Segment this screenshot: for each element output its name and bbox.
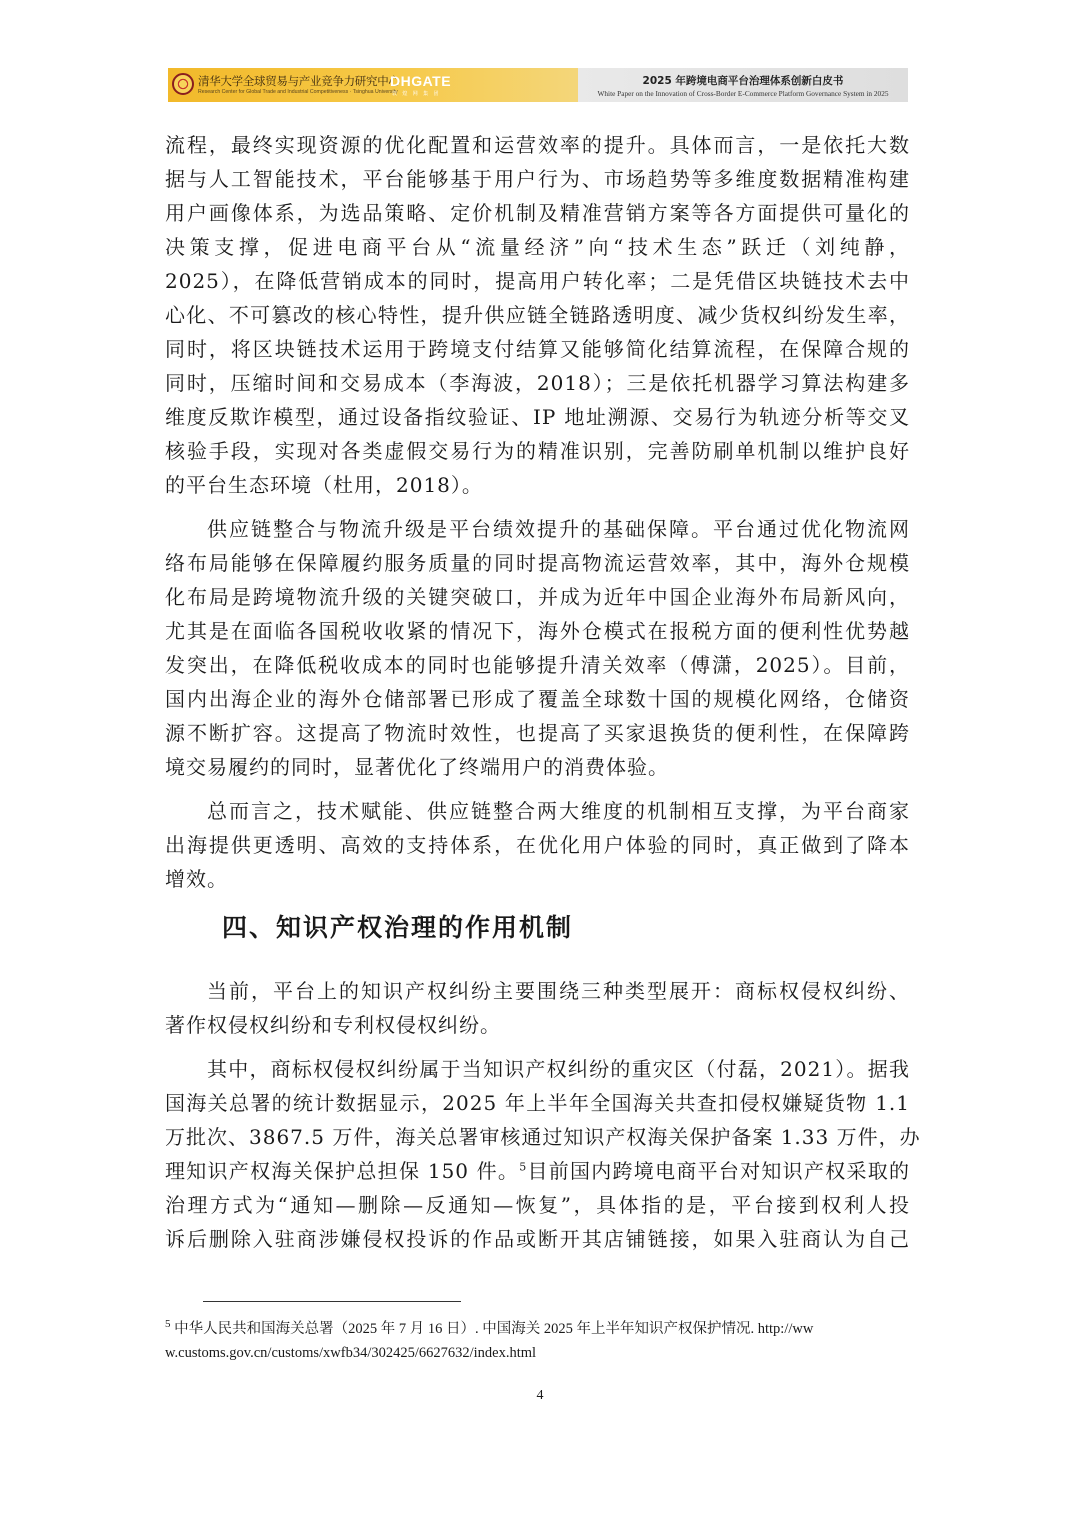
text-line: 增效。: [165, 867, 228, 891]
text-line: 维度反欺诈模型，通过设备指纹验证、IP 地址溯源、交易行为轨迹分析等交叉: [165, 405, 910, 429]
section-heading: 四、知识产权治理的作用机制: [222, 913, 574, 942]
text-line: 决策支撑，促进电商平台从“流量经济”向“技术生态”跃迁（刘纯静，: [165, 235, 910, 259]
text-line: 用户画像体系，为选品策略、定价机制及精准营销方案等各方面提供可量化的: [165, 201, 910, 225]
text-line: 源不断扩容。这提高了物流时效性，也提高了买家退换货的便利性，在保障跨: [165, 721, 910, 745]
dhgate-logo: DHGATE: [390, 73, 452, 89]
org-name-cn: 清华大学全球贸易与产业竞争力研究中心: [198, 74, 400, 88]
text-line: 络布局能够在保障履约服务质量的同时提高物流运营效率，其中，海外仓规模: [165, 551, 910, 575]
whitepaper-title-en: White Paper on the Innovation of Cross-Border E-Commerce Platform Governance System in 2025: [597, 89, 889, 98]
text-line: 发突出，在降低税收成本的同时也能够提升清关效率（傅潇，2025）。目前，: [165, 653, 910, 677]
header-left-band: [168, 68, 578, 102]
page-number: 4: [536, 1388, 544, 1403]
footnote-line-1: [165, 1317, 910, 1341]
text-line: 境交易履约的同时，显著优化了终端用户的消费体验。: [165, 755, 669, 779]
text-line: 流程，最终实现资源的优化配置和运营效率的提升。具体而言，一是依托大数: [165, 133, 910, 157]
text-line: 国内出海企业的海外仓储部署已形成了覆盖全球数十国的规模化网络，仓储资: [165, 687, 910, 711]
footnote-line-2[interactable]: w.customs.gov.cn/customs/xwfb34/302425/6627632/index.html: [165, 1345, 537, 1361]
text-line: 同时，压缩时间和交易成本（李海波，2018）；三是依托机器学习算法构建多: [165, 371, 910, 395]
text-line: 总而言之，技术赋能、供应链整合两大维度的机制相互支撑，为平台商家: [207, 799, 910, 823]
whitepaper-title-cn: 2025 年跨境电商平台治理体系创新白皮书: [642, 75, 844, 87]
text-line: 2025），在降低营销成本的同时，提高用户转化率；二是凭借区块链技术去中: [165, 269, 910, 293]
text-line: 万批次、3867.5 万件，海关总署审核通过知识产权海关保护备案 1.33 万件，办: [165, 1125, 921, 1149]
text-line: 核验手段，实现对各类虚假交易行为的精准识别，完善防刷单机制以维护良好: [165, 439, 910, 463]
text-line: 的平台生态环境（杜用，2018）。: [165, 473, 483, 497]
dhgate-logo-sub: 敦 煌 网 集 团: [392, 91, 441, 97]
text-line: 化布局是跨境物流升级的关键突破口，并成为近年中国企业海外布局新风向，: [165, 585, 910, 609]
text-line: 治理方式为“通知—删除—反通知—恢复”，具体指的是，平台接到权利人投: [165, 1193, 910, 1217]
text-line: 同时，将区块链技术运用于跨境支付结算又能够简化结算流程，在保障合规的: [165, 337, 910, 361]
text-line-with-footnote: [165, 1154, 910, 1188]
footnote-text: 中华人民共和国海关总署（2025 年 7 月 16 日）. 中国海关 2025 年上半年知识产权保护情况. http://ww: [174, 1321, 814, 1337]
footnote-marker: 5: [165, 1318, 171, 1331]
page-header: [168, 68, 908, 102]
university-seal-icon: [172, 73, 194, 95]
header-right-band: [578, 68, 908, 102]
footnote-divider: [203, 1301, 461, 1302]
text-span: 目前国内跨境电商平台对知识产权采取的: [527, 1159, 911, 1183]
text-span: 理知识产权海关保护总担保 150 件。: [165, 1159, 520, 1183]
text-line: 供应链整合与物流升级是平台绩效提升的基础保障。平台通过优化物流网: [207, 517, 910, 541]
text-line: 尤其是在面临各国税收收紧的情况下，海外仓模式在报税方面的便利性优势越: [165, 619, 910, 643]
text-line: 心化、不可篡改的核心特性，提升供应链全链路透明度、减少货权纠纷发生率，: [165, 303, 910, 327]
text-line: 著作权侵权纠纷和专利权侵权纠纷。: [165, 1013, 501, 1037]
text-line: 出海提供更透明、高效的支持体系，在优化用户体验的同时，真正做到了降本: [165, 833, 910, 857]
text-line: 据与人工智能技术，平台能够基于用户行为、市场趋势等多维度数据精准构建: [165, 167, 910, 191]
text-line: 当前，平台上的知识产权纠纷主要围绕三种类型展开：商标权侵权纠纷、: [207, 979, 910, 1003]
text-line: 国海关总署的统计数据显示，2025 年上半年全国海关共查扣侵权嫌疑货物 1.1: [165, 1091, 910, 1115]
org-name-en: Research Center for Global Trade and Industrial Competitiveness · Tsinghua University: [198, 89, 398, 95]
footnote-ref[interactable]: 5: [519, 1160, 528, 1174]
text-line: 其中，商标权侵权纠纷属于当知识产权纠纷的重灾区（付磊，2021）。据我: [207, 1057, 910, 1081]
text-line: 诉后删除入驻商涉嫌侵权投诉的作品或断开其店铺链接，如果入驻商认为自己: [165, 1227, 910, 1251]
